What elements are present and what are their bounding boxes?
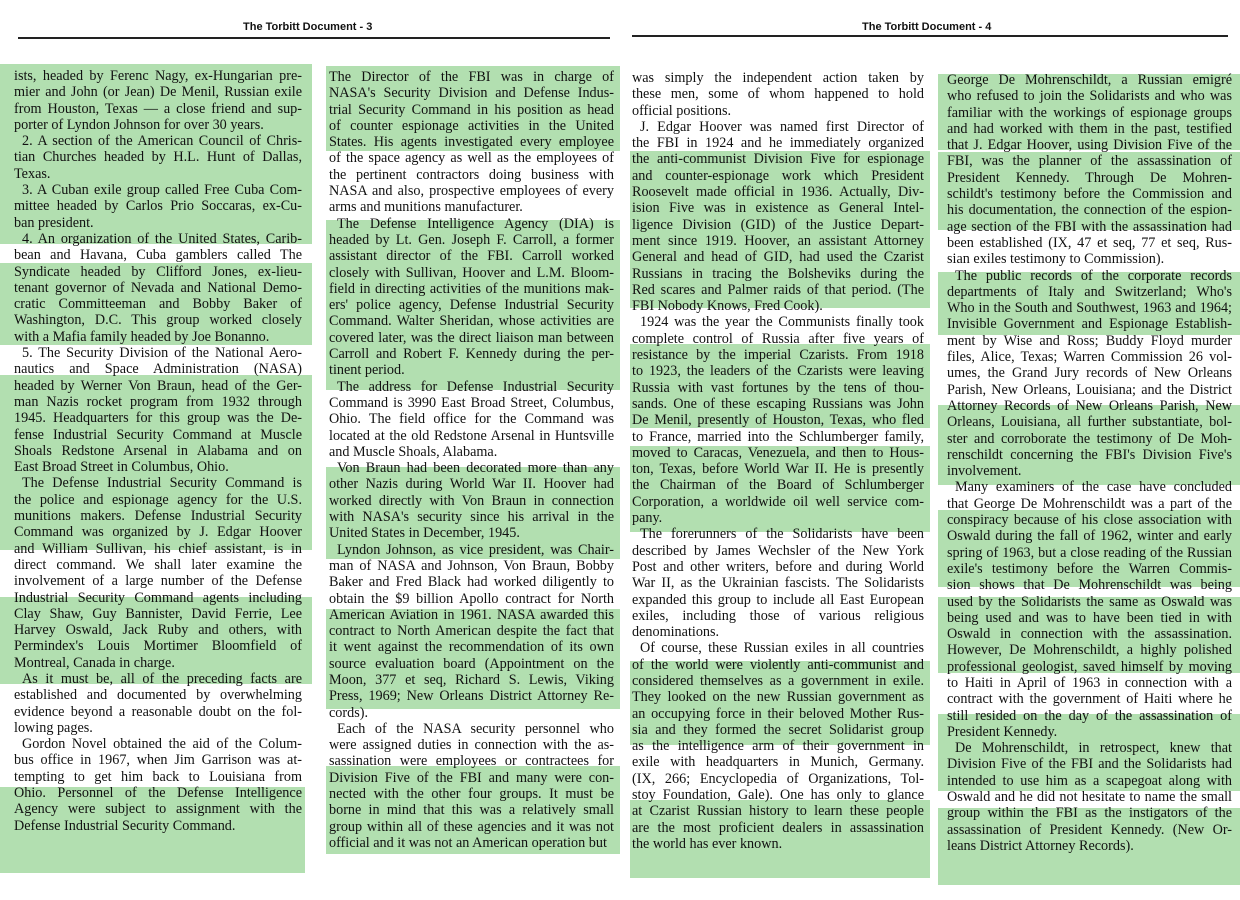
text-line: that J. Edgar Hoover, using Division Five of the [947, 137, 1232, 154]
text-line: involvement of a large number of the Defense [14, 573, 302, 590]
text-line: conspiracy because of his close association with [947, 512, 1232, 529]
text-line: 5. The Security Division of the National Aero- [22, 345, 302, 362]
text-line: man of NASA and Johnson, Von Braun, Bobby [329, 557, 614, 574]
text-line: trial Security Command in his position as head [329, 101, 614, 118]
text-line: ers' police agency, Defense Industrial Security [329, 297, 614, 314]
text-line: Gordon Novel obtained the aid of the Colum- [22, 736, 302, 753]
text-line: Lyndon Johnson, as vice president, was Chair- [337, 541, 614, 558]
text-line: and William Sullivan, his chief assistant, is in [14, 540, 302, 557]
text-line: field in directing activities of the munitions mak- [329, 280, 614, 297]
text-line: ster and corroborate the testimony of De Moh- [947, 430, 1232, 447]
text-line: closely with Sullivan, Hoover and L.M. Bloom- [329, 264, 614, 281]
text-line: The Defense Industrial Security Command is [22, 475, 302, 492]
text-line: American Aviation in 1961. NASA awarded this [329, 606, 614, 623]
text-line: The public records of the corporate records [955, 267, 1232, 284]
text-line: covered later, was the direct liaison man between [329, 329, 614, 346]
text-line: official and it was not an American operation but [329, 834, 607, 851]
text-line: sassination were employees or contractees for [329, 753, 614, 770]
text-line: 1924 was the year the Communists finally took [640, 314, 924, 331]
page-header-4: The Torbitt Document - 4 [862, 21, 992, 33]
text-line: 4. An organization of the United States, Carib- [22, 230, 302, 247]
text-line: headed by Lt. Gen. Joseph F. Carroll, a former [329, 231, 614, 248]
text-line: Invisible Government and Espionage Establish- [947, 316, 1232, 333]
text-line: tian Churches headed by H.L. Hunt of Dallas, [14, 149, 302, 166]
text-line: the anti-communist Division Five for espionage [632, 151, 924, 168]
text-line: being used and was to have been tied in with [947, 609, 1232, 626]
text-line: Many examiners of the case have concluded [955, 479, 1232, 496]
text-line: expanded this group to include all East European [632, 591, 924, 608]
text-line: Division Five of the FBI and the Solidarists had [947, 756, 1232, 773]
text-line: Orleans, Louisiana, all further substantiate, bol- [947, 414, 1232, 431]
text-line: 1945. Headquarters for this group was the De- [14, 410, 302, 427]
text-line: familiar with the workings of espionage groups [947, 104, 1232, 121]
text-line: borne in mind that this was a relatively small [329, 802, 614, 819]
text-line: and had worked with them in the past, testified [947, 120, 1232, 137]
text-line: were assigned duties in connection with the as- [329, 737, 614, 754]
text-line: They looked on the new Russian government as [632, 689, 924, 706]
text-line: pany. [632, 510, 663, 527]
text-line: ton, Texas, before World War II. He is presently [632, 461, 924, 478]
text-line: ligence Division (GID) of the Justice Depart- [632, 216, 924, 233]
text-line: assistant director of the FBI. Carroll worked [329, 248, 614, 265]
text-line: lowing pages. [14, 719, 93, 736]
text-line: described by James Wechsler of the New York [632, 542, 924, 559]
text-line: The Defense Intelligence Agency (DIA) is [337, 215, 614, 232]
text-line: spring of 1963, but a close reading of the Russian [947, 544, 1232, 561]
text-line: War II, as the Ukrainian fascists. The Solidarists [632, 575, 924, 592]
text-line: with NASA's security since his arrival in the [329, 509, 614, 526]
text-line: ban president. [14, 214, 94, 231]
text-line: who refused to join the Solidarists and who was [947, 88, 1232, 105]
text-line: Oswald and he did not hesitate to name the small [947, 789, 1232, 806]
text-line: 2. A section of the American Council of Chris- [22, 133, 302, 150]
text-line: arms and munitions manufacturer. [329, 199, 523, 216]
text-line: professional geologist, saved himself by moving [947, 658, 1232, 675]
text-line: East Broad Street in Columbus, Ohio. [14, 459, 229, 476]
text-line: leans District Attorney Records). [947, 837, 1134, 854]
text-line: exile's testimony before the Warren Commis- [947, 560, 1232, 577]
text-line: tempting to get him back to Louisiana from [14, 768, 302, 785]
text-line: Industrial Security Command agents including [14, 589, 302, 606]
column-3 [632, 70, 924, 852]
text-line: worked directly with Von Braun in connection [329, 492, 614, 509]
text-line: President Kennedy. [947, 723, 1058, 740]
text-line: Clay Shaw, Guy Bannister, David Ferrie, Lee [14, 605, 302, 622]
text-line: sian exiles testimony to Commission). [947, 251, 1165, 268]
text-line: man Nazis rocket program from 1932 through [14, 393, 302, 410]
text-line: complete control of Russia after five years of [632, 330, 924, 347]
text-line: the pertinent contractors doing business with [329, 166, 614, 183]
text-line: Harvey Oswald, Jack Ruby and others, with [14, 622, 302, 639]
text-line: sion shows that De Mohrenschildt was being [947, 577, 1232, 594]
text-line: Parish, New Orleans, Louisiana; and the District [947, 381, 1232, 398]
text-line: Command was organized by J. Edgar Hoover [14, 524, 302, 541]
text-line: (IX, 266; Encyclopedia of Organizations, Tol- [632, 770, 924, 787]
text-line: Moon, 377 et seq, Richard S. Lewis, Viking [329, 671, 614, 688]
text-line: Attorney Records of New Orleans Parish, New [947, 397, 1232, 414]
text-line: 3. A Cuban exile group called Free Cuba Com- [22, 182, 302, 199]
text-line: with a Mafia family headed by Joe Bonanno. [14, 328, 270, 345]
text-line: Von Braun had been decorated more than any [337, 460, 614, 477]
text-line: Roosevelt made official in 1936. Actually, Div- [632, 184, 924, 201]
text-line: Washington, D.C. This group worked closely [14, 312, 302, 329]
text-line: files, Alice, Texas; Warren Commission 26 vol- [947, 349, 1232, 366]
text-line: obtain the $9 billion Apollo contract for North [329, 590, 614, 607]
column-4 [947, 72, 1232, 854]
column-1 [14, 68, 302, 834]
text-line: departments of Italy and Switzerland; Who's [947, 283, 1232, 300]
text-line: nected with the other four groups. It must be [329, 786, 614, 803]
text-line: to 1923, the leaders of the Czarists were leaving [632, 363, 924, 380]
text-line: Each of the NASA security personnel who [337, 720, 614, 737]
text-line: Oswald in connection with the assassination. [947, 626, 1232, 643]
text-line: renschildt concerning the FBI's Division Five's [947, 446, 1232, 463]
text-line: to France, married into the Schlumberger family, [632, 428, 924, 445]
text-line: the world has ever known. [632, 835, 783, 852]
text-line: the Chairman of the Board of Schlumberger [632, 477, 924, 494]
text-line: J. Edgar Hoover was named first Director of [640, 118, 924, 135]
header-rule [18, 37, 610, 39]
text-line: Baker and Fred Black had worked diligently to [329, 574, 614, 591]
text-line: Shoals Redstone Arsenal in Alabama and on [14, 442, 302, 459]
text-line: stoy Foundation, Gale). One has only to glance [632, 787, 924, 804]
text-line: porter of Lyndon Johnson for over 30 years. [14, 116, 264, 133]
text-line: FBI, was the planner of the assassination of [947, 153, 1232, 170]
text-line: denominations. [632, 624, 720, 641]
text-line: still resided on the day of the assassination of [947, 707, 1232, 724]
text-line: Russians in tracing the Bolsheviks during the [632, 265, 924, 282]
text-line: assassination of President Kennedy. (New Or- [947, 821, 1232, 838]
text-line: exile with headquarters in Munich, Germany. [632, 754, 924, 771]
text-line: from Houston, Texas — a close friend and sup- [14, 100, 302, 117]
text-line: The forerunners of the Solidarists have been [640, 526, 924, 543]
text-line: Red scares and Palmer raids of that period. (The [632, 281, 924, 298]
text-line: and counter-espionage work which President [632, 167, 924, 184]
text-line: Russia with vast fortunes by the tens of thou- [632, 379, 924, 396]
text-line: sands. One of these escaping Russians was John [632, 395, 924, 412]
text-line: Defense Industrial Security Command. [14, 817, 236, 834]
text-line: Corporation, a worldwide oil well service com- [632, 493, 924, 510]
text-line: contract with the government of Haiti where he [947, 691, 1232, 708]
text-line: President Kennedy. Through De Mohren- [947, 169, 1232, 186]
text-line: Command. Walter Sheridan, whose activities are [329, 313, 614, 330]
text-line: tinent period. [329, 362, 405, 379]
text-line: Oswald during the fall of 1962, winter and early [947, 528, 1232, 545]
text-line: Post and other writers, before and during World [632, 558, 924, 575]
text-line: was simply the independent action taken by [632, 70, 924, 86]
text-line: cratic Committeeman and Bobby Baker of [14, 296, 302, 313]
text-line: sia and they formed the secret Solidarist group [632, 721, 924, 738]
text-line: of the world were violently anti-communist and [632, 656, 924, 673]
text-line: group within the FBI as the instigators of the [947, 805, 1232, 822]
text-line: Montreal, Canada in charge. [14, 654, 175, 671]
text-line: and Muscle Shoals, Alabama. [329, 443, 498, 460]
text-line: that George De Mohrenschildt was a part of the [947, 495, 1232, 512]
text-line: it went against the recommendation of its own [329, 639, 614, 656]
text-line: The Director of the FBI was in charge of [329, 69, 614, 85]
text-line: the police and espionage agency for the U.S. [14, 491, 302, 508]
text-line: Who in the South and Southwest, 1963 and 1964; [947, 300, 1232, 317]
text-line: schildt's testimony before the Commission and [947, 186, 1232, 203]
text-line: mittee headed by Carlos Prio Soccaras, ex-Cu- [14, 198, 302, 215]
text-line: tenant governor of Nevada and National Demo- [14, 279, 302, 296]
text-line: intended to use him as a scapegoat along with [947, 772, 1232, 789]
text-line: exiles, including those of various religious [632, 607, 924, 624]
text-line: ment since 1919. Hoover, an assistant Attorney [632, 232, 924, 249]
text-line: Division Five of the FBI and many were con- [329, 769, 614, 786]
text-line: FBI Nobody Knows, Fred Cook). [632, 298, 823, 315]
text-line: source evaluation board (Appointment on the [329, 655, 614, 672]
text-line: Agency were subject to assignment with the [14, 801, 302, 818]
text-line: established and documented by overwhelming [14, 687, 302, 704]
text-line: his documentation, the connection of the espion- [947, 202, 1232, 219]
text-line: ment by Wise and Ross; Buddy Floyd murder [947, 332, 1232, 349]
text-line: However, De Mohrenschildt, a highly polished [947, 642, 1232, 659]
text-line: used by the Solidarists the same as Oswald was [947, 593, 1232, 610]
text-line: the FBI in 1924 and he immediately organized [632, 135, 924, 152]
text-line: to Haiti in April of 1963 in connection with a [947, 674, 1232, 691]
text-line: bus office in 1967, when Jim Garrison was at- [14, 752, 302, 769]
text-line: other Nazis during World War II. Hoover had [329, 476, 614, 493]
text-line: States. His agents investigated every employee [329, 134, 614, 151]
text-line: De Menil, presently of Houston, Texas, who fled [632, 412, 924, 429]
text-line: Permindex's Louis Mortimer Bloomfield of [14, 638, 302, 655]
text-line: Ohio. The field office for the Command was [329, 411, 614, 428]
text-line: as the intelligence arm of their government in [632, 738, 924, 755]
text-line: at Czarist Russian history to learn these people [632, 803, 924, 820]
text-line: Carroll and Robert F. Kennedy during the per- [329, 346, 614, 363]
text-line: Of course, these Russian exiles in all countries [640, 640, 924, 657]
text-line: George De Mohrenschildt, a Russian emigré [947, 72, 1232, 88]
text-line: fense Industrial Security Command at Muscle [14, 426, 302, 443]
text-line: General and head of GID, had used the Czarist [632, 249, 924, 266]
text-line: NASA and also, prospective employees of every [329, 183, 614, 200]
text-line: contract to North American despite the fact that [329, 623, 614, 640]
text-line: group within all of these agencies and it was not [329, 818, 614, 835]
page-header-3: The Torbitt Document - 3 [243, 21, 373, 33]
text-line: Ohio. Personnel of the Defense Intelligence [14, 785, 302, 802]
text-line: United States in December, 1945. [329, 525, 520, 542]
text-line: Press, 1969; New Orleans District Attorney Re- [329, 688, 614, 705]
text-line: are the most proficient dealers in assassination [632, 819, 924, 836]
header-rule [632, 35, 1228, 37]
text-line: The address for Defense Industrial Security [337, 378, 614, 395]
text-line: mier and John (or Jean) De Menil, Russian exile [14, 84, 302, 101]
text-line: these men, some of whom happened to hold [632, 86, 924, 103]
text-line: age section of the FBI with the assassination had [947, 218, 1232, 235]
text-line: of the space agency as well as the employees of [329, 150, 614, 167]
text-line: nautics and Space Administration (NASA) [14, 361, 302, 378]
text-line: been established (IX, 47 et seq, 77 et seq, Rus- [947, 234, 1232, 251]
text-line: munitions makers. Defense Industrial Security [14, 508, 302, 525]
text-line: official positions. [632, 102, 732, 119]
text-line: moved to Caracas, Venezuela, and then to Hous- [632, 444, 924, 461]
text-line: involvement. [947, 463, 1022, 480]
text-line: resistance by the imperial Czarists. From 1918 [632, 347, 924, 364]
column-2 [329, 69, 614, 851]
text-line: ision Five was in existence as General Intel- [632, 200, 924, 217]
text-line: umes, the Grand Jury records of New Orleans [947, 365, 1232, 382]
text-line: ists, headed by Ferenc Nagy, ex-Hungarian pre- [14, 68, 302, 84]
text-line: considered themselves as a government in exile. [632, 672, 924, 689]
text-line: bean and Havana, Cuba gamblers called The [14, 247, 302, 264]
text-line: cords). [329, 704, 369, 721]
text-line: De Mohrenschildt, in retrospect, knew that [955, 740, 1232, 757]
text-line: evidence beyond a reasonable doubt on the fol- [14, 703, 302, 720]
text-line: Texas. [14, 165, 51, 182]
text-line: direct command. We shall later examine the [14, 556, 302, 573]
text-line: NASA's Security Division and Defense Indus- [329, 85, 614, 102]
text-line: an occupying force in their beloved Mother Rus- [632, 705, 924, 722]
text-line: Syndicate headed by Clifford Jones, ex-lieu- [14, 263, 302, 280]
text-line: of counter espionage activities in the United [329, 117, 614, 134]
text-line: Command is 3990 East Broad Street, Columbus, [329, 394, 614, 411]
text-line: As it must be, all of the preceding facts are [22, 670, 302, 687]
text-line: located at the old Redstone Arsenal in Huntsville [329, 427, 614, 444]
text-line: headed by Werner Von Braun, head of the Ger- [14, 377, 302, 394]
